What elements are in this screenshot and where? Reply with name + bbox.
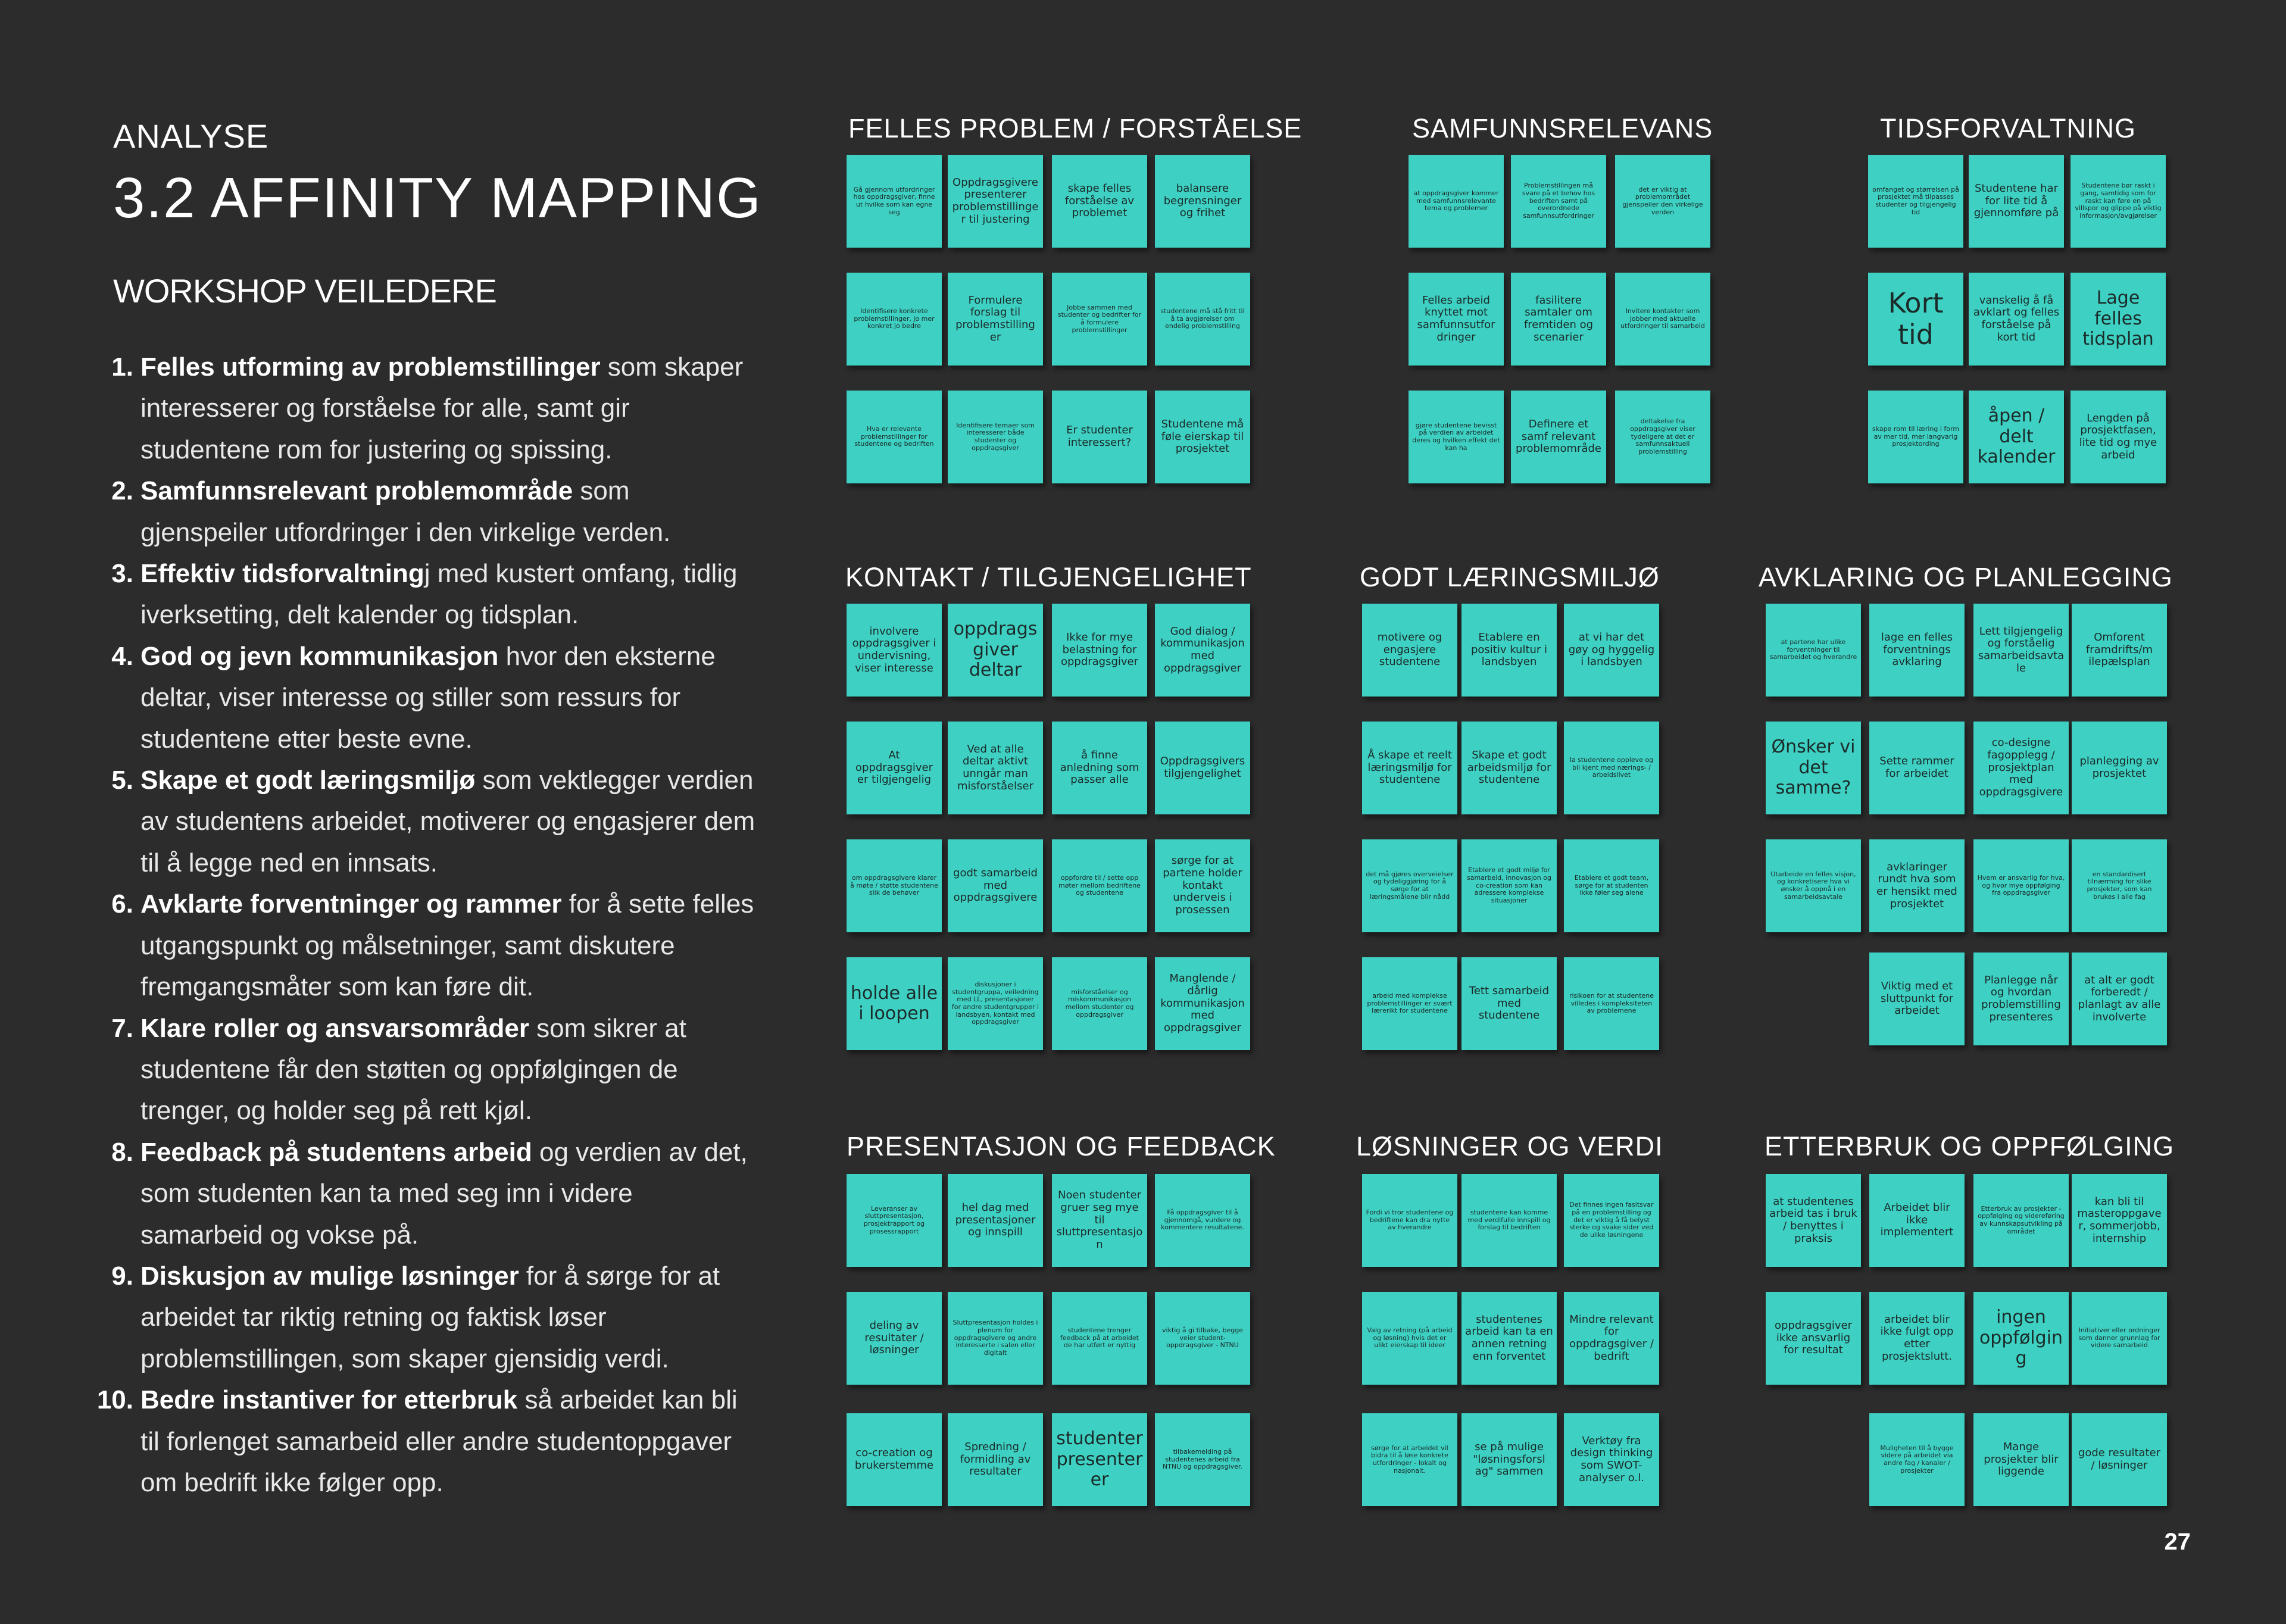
principle-heading: Feedback på studentens arbeid [140,1137,532,1167]
sticky-note: Sette rammer for arbeidet [1869,722,1965,814]
principle-item [113,1132,762,1256]
sticky-note: Etablere et godt miljø for samarbeid, innovasjon og co-creation som kan adressere komplekse situasjoner [1461,839,1557,932]
cluster-title: FELLES PROBLEM / FORSTÅELSE [848,113,1303,143]
principle-number: 8. [111,1137,133,1167]
sticky-note: studentene trenger feedback på at arbeidet de har utført er nyttig [1052,1292,1147,1385]
sticky-note: viktig å gi tilbake, begge veier student-oppdragsgiver - NTNU [1155,1292,1250,1385]
sticky-note: skape rom til læring i form av mer tid, mer langvarig prosjektording [1868,391,1963,483]
cluster-title: ETTERBRUK OG OPPFØLGING [1765,1131,2175,1161]
sticky-note: Leveranser av sluttpresentasjon, prosjektrapport og prosessrapport [847,1174,942,1267]
sticky-note: arbeidet blir ikke fulgt opp etter prosjektslutt. [1869,1292,1965,1385]
principle-text: som sikrer at studentene får den støtten og oppfølgingen de trenger, og holder seg på rett kjøl. [140,1013,686,1126]
sticky-note: studenter presenterer [1052,1413,1147,1506]
sticky-note: det må gjøres overveielser og tydeliggjøring for å sørge for at læringsmålene blir nådd [1362,839,1457,932]
sticky-note: sørge for at arbeidet vil bidra til å løse konkrete utfordringer - lokalt og nasjonalt. [1362,1413,1457,1506]
sticky-note: diskusjoner i studentgruppa, veiledning med LL, presentasjoner for andre studentgrupper i landsbyen, kontakt med oppdragsgiver [948,957,1043,1050]
sticky-note: Spredning / formidling av resultater [948,1413,1043,1506]
sticky-note: Initiativer eller ordninger som danner grunnlag for videre samarbeid [2072,1292,2167,1385]
principles-list [96,346,762,1503]
sticky-note: deltakelse fra oppdragsgiver viser tydeligere at det er samfunnsaktuell problemstilling [1615,391,1710,483]
sticky-note: Valg av retning (på arbeid og løsning) hvis det er ulikt eierskap til ideer [1362,1292,1457,1385]
sticky-note: at alt er godt forberedt / planlagt av alle involverte [2072,952,2167,1045]
sticky-note: oppdragsgiver deltar [948,604,1043,697]
sticky-note: at studentenes arbeid tas i bruk / benyttes i praksis [1766,1174,1861,1267]
cluster-title: GODT LÆRINGSMILJØ [1360,562,1660,592]
principle-number: 9. [111,1261,133,1291]
sticky-note: involvere oppdragsgiver i undervisning, viser interesse [847,604,942,697]
sticky-note: studentene må stå fritt til å ta avgjørelser om endelig problemstilling [1155,273,1250,366]
sticky-note: Muligheten til å bygge videre på arbeidet via andre fag / kanaler / prosjekter [1869,1413,1965,1506]
sticky-note: at partene har ulike forventninger til samarbeidet og hverandre [1766,604,1861,697]
sticky-note: Ønsker vi det samme? [1766,722,1861,814]
sticky-note: Ved at alle deltar aktivt unngår man misforståelser [948,722,1043,814]
cluster-title: AVKLARING OG PLANLEGGING [1759,562,2173,592]
sticky-note: Definere et samf relevant problemområde [1511,391,1606,483]
sticky-note: Viktig med et sluttpunkt for arbeidet [1869,952,1965,1045]
sticky-note: studentenes arbeid kan ta en annen retning enn forventet [1461,1292,1557,1385]
sticky-note: sørge for at partene holder kontakt underveis i prosessen [1155,839,1250,932]
principle-heading: Effektiv tidsforvaltning [140,559,424,589]
principle-item [113,1008,762,1132]
sticky-note: se på mulige "løsningsforsl ag" sammen [1461,1413,1557,1506]
sticky-note: ingen oppfølging [1973,1292,2069,1385]
principle-heading: Avklarte forventninger og rammer [140,889,562,919]
cluster-title: LØSNINGER OG VERDI [1356,1131,1663,1161]
sticky-note: Manglende / dårlig kommunikasjon med oppdragsgiver [1155,957,1250,1050]
sticky-note: Ikke for mye belastning for oppdragsgiver [1052,604,1147,697]
principle-heading: Klare roller og ansvarsområder [140,1013,529,1043]
principle-heading: Samfunnsrelevant problemområde [140,476,573,506]
principle-number: 7. [111,1013,133,1043]
sticky-note: Utarbeide en felles visjon, og konkretisere hva vi ønsker å oppnå i en samarbeidsavtale [1766,839,1861,932]
sticky-note: oppdragsgiver ikke ansvarlig for resultat [1766,1292,1861,1385]
sticky-note: Studentene må føle eierskap til prosjektet [1155,391,1250,483]
principle-item [96,1379,762,1503]
principle-number: 2. [111,476,133,506]
sticky-note: Studentene bør raskt i gang, samtidig som for raskt kan føre en på villspor og glippe på viktig informasjon/avgjørelser [2070,155,2166,248]
sticky-note: Studentene har for lite tid å gjennomføre på [1969,155,2064,248]
principle-text: som gjenspeiler utfordringer i den virkelige verden. [140,476,671,547]
sticky-note: åpen / delt kalender [1969,391,2064,483]
sticky-note: kan bli til masteroppgaver, sommerjobb, internship [2072,1174,2167,1267]
sticky-note: Gå gjennom utfordringer hos oppdragsgiver, finne ut hvilke som kan egne seg [847,155,942,248]
principle-item [113,636,762,760]
sticky-note: oppfordre til / sette opp møter mellom bedriftene og studentene [1052,839,1147,932]
sticky-note: Identifisere temaer som interesserer både studenter og oppdragsgiver [948,391,1043,483]
principle-number: 4. [111,641,133,671]
sticky-note: balansere begrensninger og frihet [1155,155,1250,248]
sticky-note: Skape et godt arbeidsmiljø for studentene [1461,722,1557,814]
sticky-note: studentene kan komme med verdifulle innspill og forslag til bedriften [1461,1174,1557,1267]
sticky-note: om oppdragsgivere klarer å møte / støtte studentene slik de behøver [847,839,942,932]
sticky-note: Arbeidet blir ikke implementert [1869,1174,1965,1267]
sticky-note: Noen studenter gruer seg mye til sluttpresentasjon [1052,1174,1147,1267]
sticky-note: Identifisere konkrete problemstillinger, jo mer konkret jo bedre [847,273,942,366]
sticky-note: Mange prosjekter blir liggende [1973,1413,2069,1506]
cluster-title: TIDSFORVALTNING [1880,113,2137,143]
section-label: ANALYSE [113,117,269,155]
principle-item [113,1256,762,1379]
sticky-note: Problemstillingen må svare på et behov hos bedriften samt på overordnede samfunnsutfordringer [1511,155,1606,248]
subtitle: WORKSHOP VEILEDERE [113,272,496,310]
principle-heading: Bedre instantiver for etterbruk [140,1385,518,1415]
page-title-text: AFFINITY MAPPING [210,166,762,230]
sticky-note: holde alle i loopen [847,957,942,1050]
sticky-note: co-creation og brukerstemme [847,1413,942,1506]
sticky-note: Etterbruk av prosjekter - oppfølging og videreføring av kunnskapsutvikling på området [1973,1174,2069,1267]
principle-heading: Felles utforming av problemstillinger [140,352,601,382]
principle-number: 10. [96,1385,133,1415]
principle-text: så arbeidet kan bli til forlenget samarbeid eller andre studentoppgaver om bedrift ikke følger opp. [140,1385,738,1497]
sticky-note: Få oppdragsgiver til å gjennomgå, vurdere og kommentere resultatene. [1155,1174,1250,1267]
principle-item [113,883,762,1007]
sticky-note: at vi har det gøy og hyggelig i landsbyen [1564,604,1659,697]
sticky-note: Omforent framdrifts/m ilepælsplan [2072,604,2167,697]
sticky-note: Oppdragsgivere presenterer problemstillinger til justering [948,155,1043,248]
principle-heading: God og jevn kommunikasjon [140,641,499,671]
principle-number: 1. [111,352,133,382]
sticky-note: God dialog / kommunikasjon med oppdragsgiver [1155,604,1250,697]
sticky-note: risikoen for at studentene villedes i kompleksiteten av problemene [1564,957,1659,1050]
sticky-note: Det finnes ingen fasitsvar på en problemstilling og det er viktig å få belyst sterke og svake sider ved de ulike løsningene [1564,1174,1659,1267]
page-title [113,165,762,231]
sticky-note: la studentene oppleve og bli kjent med nærings- / arbeidslivet [1564,722,1659,814]
principle-text: som vektlegger verdien av studentens arbeidet, motiverer og engasjerer dem til å legge ned en innsats. [140,766,755,877]
sticky-note: Lengden på prosjektfasen, lite tid og mye arbeid [2070,391,2166,483]
sticky-note: Er studenter interessert? [1052,391,1147,483]
sticky-note: Sluttpresentasjon holdes i plenum for oppdragsgivere og andre interesserte i salen eller digitalt [948,1292,1043,1385]
principle-number: 3. [111,559,133,589]
principle-number: 5. [111,766,133,795]
principle-item [113,346,762,470]
principle-text: og verdien av det, som studenten kan ta med seg inn i videre samarbeid og vokse på. [140,1137,748,1250]
principle-heading: Skape et godt læringsmiljø [140,766,476,795]
principle-text: hvor den eksterne deltar, viser interesse og stiller som ressurs for studentene etter beste evne. [140,641,716,754]
sticky-note: Etablere et godt team, sørge for at studenten ikke føler seg alene [1564,839,1659,932]
principle-item [113,470,762,553]
sticky-note: gode resultater / løsninger [2072,1413,2167,1506]
sticky-note: Lett tilgjengelig og forståelig samarbeidsavtale [1973,604,2069,697]
page-title-number: 3.2 [113,166,196,230]
sticky-note: Etablere en positiv kultur i landsbyen [1461,604,1557,697]
sticky-note: Formulere forslag til problemstilling er [948,273,1043,366]
principle-item [113,553,762,636]
cluster-title: KONTAKT / TILGJENGELIGHET [845,562,1252,592]
page-number: 27 [2164,1529,2191,1555]
sticky-note: At oppdragsgiver er tilgjengelig [847,722,942,814]
sticky-note: Mindre relevant for oppdragsgiver / bedrift [1564,1292,1659,1385]
sticky-note: vanskelig å få avklart og felles forståelse på kort tid [1969,273,2064,366]
principle-text: j med kustert omfang, tidlig iverksetting, delt kalender og tidsplan. [140,559,738,630]
sticky-note: co-designe fagopplegg / prosjektplan med oppdragsgivere [1973,722,2069,814]
principle-number: 6. [111,889,133,919]
sticky-note: skape felles forståelse av problemet [1052,155,1147,248]
sticky-note: det er viktig at problemområdet gjenspeiler den virkelige verden [1615,155,1710,248]
sticky-note: Å skape et reelt læringsmiljø for studentene [1362,722,1457,814]
sticky-note: lage en felles forventnings avklaring [1869,604,1965,697]
sticky-note: Invitere kontakter som jobber med aktuelle utfordringer til samarbeid [1615,273,1710,366]
sticky-note: Fordi vi tror studentene og bedriftene kan dra nytte av hverandre [1362,1174,1457,1267]
principle-heading: Diskusjon av mulige løsninger [140,1261,519,1291]
sticky-note: godt samarbeid med oppdragsgivere [948,839,1043,932]
sticky-note: at oppdragsgiver kommer med samfunnsrelevante tema og problemer [1409,155,1504,248]
principle-text: som skaper interesserer og forståelse for alle, samt gir studentene rom for justering og spissing. [140,352,744,464]
sticky-note: Oppdragsgivers tilgjengelighet [1155,722,1250,814]
sticky-note: Planlegge når og hvordan problemstilling presenteres [1973,952,2069,1045]
sticky-note: misforståelser og miskommunikasjon mellom studenter og oppdragsgiver [1052,957,1147,1050]
sticky-note: Kort tid [1868,273,1963,366]
sticky-note: arbeid med komplekse problemstillinger er svært lærerikt for studentene [1362,957,1457,1050]
sticky-note: hel dag med presentasjoner og innspill [948,1174,1043,1267]
sticky-note: Jobbe sammen med studenter og bedrifter for å formulere problemstillinger [1052,273,1147,366]
sticky-note: avklaringer rundt hva som er hensikt med prosjektet [1869,839,1965,932]
sticky-note: fasilitere samtaler om fremtiden og scenarier [1511,273,1606,366]
cluster-title: PRESENTASJON OG FEEDBACK [847,1131,1276,1161]
sticky-note: å finne anledning som passer alle [1052,722,1147,814]
sticky-note: Hvem er ansvarlig for hva, og hvor mye oppfølging fra oppdragsgiver [1973,839,2069,932]
cluster-title: SAMFUNNSRELEVANS [1412,113,1713,143]
sticky-note: en standardisert tilnærming for slike prosjekter, som kan brukes i alle fag [2072,839,2167,932]
principle-text: for å sette felles utgangspunkt og målsetninger, samt diskutere fremgangsmåter som kan føre dit. [140,889,754,1002]
sticky-note: Felles arbeid knyttet mot samfunnsutfor dringer [1409,273,1504,366]
sticky-note: Verktøy fra design thinking som SWOT-analyser o.l. [1564,1413,1659,1506]
sticky-note: tilbakemelding på studentenes arbeid fra NTNU og oppdragsgiver. [1155,1413,1250,1506]
sticky-note: deling av resultater / løsninger [847,1292,942,1385]
principle-text: for å sørge for at arbeidet tar riktig retning og faktisk løser problemstillingen, som skaper gjensidig verdi. [140,1261,720,1373]
sticky-note: planlegging av prosjektet [2072,722,2167,814]
sticky-note: Lage felles tidsplan [2070,273,2166,366]
sticky-note: Hva er relevante problemstillinger for studentene og bedriften [847,391,942,483]
sticky-note: gjøre studentene bevisst på verdien av arbeidet deres og hvilken effekt det kan ha [1409,391,1504,483]
sticky-note: omfanget og størrelsen på prosjektet må tilpasses studenter og tilgjengelig tid [1868,155,1963,248]
principle-item [113,760,762,883]
sticky-note: motivere og engasjere studentene [1362,604,1457,697]
sticky-note: Tett samarbeid med studentene [1461,957,1557,1050]
